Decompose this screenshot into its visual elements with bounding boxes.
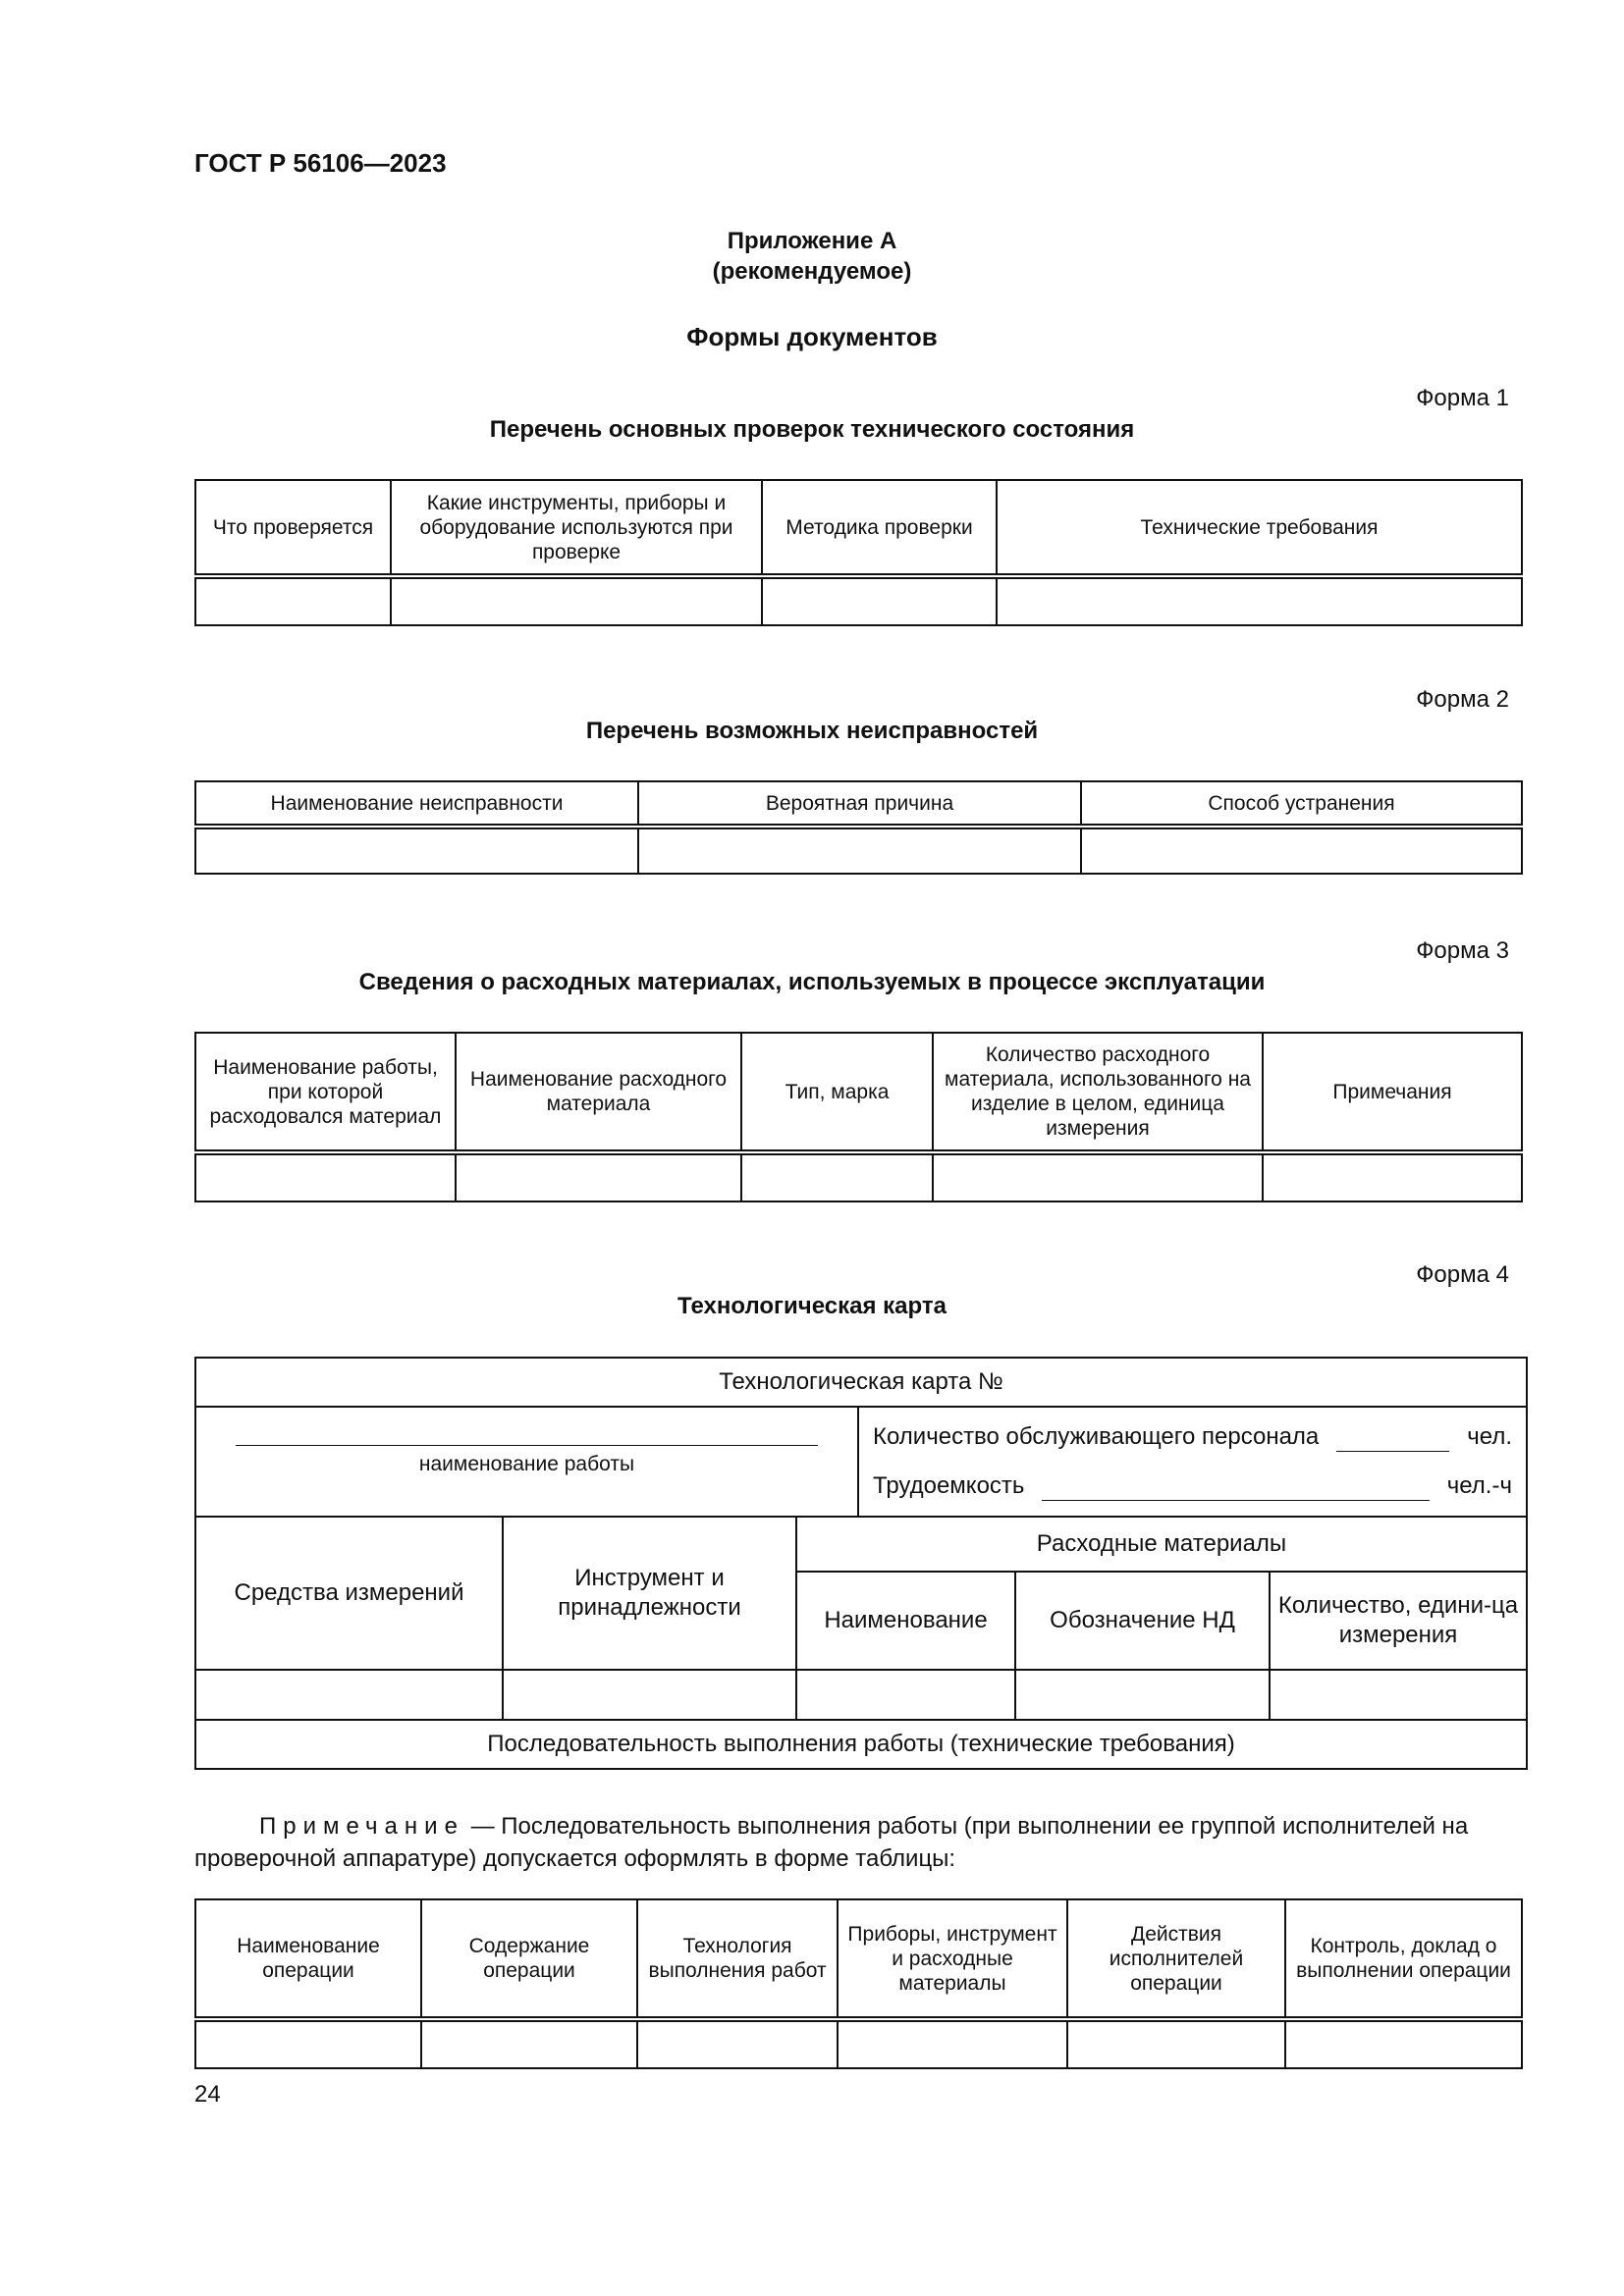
column-header: Что проверяется: [195, 480, 391, 576]
table-row: [195, 1670, 1527, 1720]
table-cell: [195, 827, 638, 874]
table-cell: [391, 576, 762, 625]
column-header: Количество расходного материала, использованного на изделие в целом, единица измерения: [933, 1033, 1263, 1152]
labor-field: [873, 1471, 1512, 1501]
staff-blank: [1336, 1450, 1449, 1452]
form3-label: Форма 3: [1416, 937, 1509, 964]
table-cell: [195, 1670, 503, 1720]
table-row: [195, 1517, 1527, 1572]
column-header: Наименование неисправности: [195, 781, 638, 827]
document-code: ГОСТ Р 56106—2023: [194, 148, 447, 178]
form3-title: Сведения о расходных материалах, используемых в процессе эксплуатации: [358, 969, 1266, 995]
measuring-header: Средства измерений: [195, 1517, 503, 1670]
labor-blank: [1042, 1499, 1430, 1501]
table-cell: [421, 2019, 637, 2068]
tools-header: Инструмент и принадлежности: [503, 1517, 796, 1670]
appendix-title: Приложение А: [727, 228, 897, 254]
table-header-row: [195, 480, 1522, 576]
note-paragraph: [194, 1810, 1510, 1875]
staff-field: [873, 1422, 1512, 1452]
table-cell: [1285, 2019, 1522, 2068]
table-header-row: [195, 1033, 1522, 1152]
table-cell: [1263, 1152, 1522, 1201]
form3-table: [194, 1032, 1523, 1202]
form1-table: [194, 479, 1523, 626]
appendix-heading: Формы документов: [686, 322, 938, 351]
labor-unit: чел.-ч: [1446, 1472, 1512, 1499]
labor-label: Трудоемкость: [873, 1472, 1025, 1499]
column-header: Технология выполнения работ: [637, 1899, 838, 2019]
column-header: Содержание операции: [421, 1899, 637, 2019]
table-cell: [638, 827, 1081, 874]
table-row: [195, 1407, 1527, 1517]
column-header: Примечания: [1263, 1033, 1522, 1152]
table-cell: [838, 2019, 1067, 2068]
table-cell: [762, 576, 997, 625]
table-cell: [1015, 1670, 1270, 1720]
work-name-line: [236, 1445, 818, 1446]
table-row: [195, 1720, 1527, 1769]
table-row: [195, 1152, 1522, 1201]
table-header-row: [195, 1899, 1522, 2019]
form4-title: Технологическая карта: [677, 1293, 947, 1319]
consumables-header: Расходные материалы: [796, 1517, 1527, 1572]
column-header: Технические требования: [997, 480, 1522, 576]
nd-header: Обозначение НД: [1015, 1572, 1270, 1670]
table-row: [195, 827, 1522, 874]
table-cell: [503, 1670, 796, 1720]
work-name-cell: [195, 1407, 858, 1517]
column-header: Способ устранения: [1081, 781, 1522, 827]
table-cell: [1067, 2019, 1285, 2068]
staff-labor-cell: [858, 1407, 1527, 1517]
column-header: Тип, марка: [741, 1033, 933, 1152]
table-cell: [1270, 1670, 1527, 1720]
column-header: Наименование расходного материала: [456, 1033, 741, 1152]
form2-label: Форма 2: [1416, 686, 1509, 713]
table-header-row: [195, 781, 1522, 827]
table-cell: [933, 1152, 1263, 1201]
operations-table: [194, 1898, 1523, 2069]
column-header: Наименование работы, при которой расходовался материал: [195, 1033, 456, 1152]
appendix-subtitle: (рекомендуемое): [712, 258, 912, 285]
column-header: Какие инструменты, приборы и оборудование используются при проверке: [391, 480, 762, 576]
column-header: Контроль, доклад о выполнении операции: [1285, 1899, 1522, 2019]
column-header: Приборы, инструмент и расходные материалы: [838, 1899, 1067, 2019]
work-name-caption: наименование работы: [418, 1452, 635, 1475]
table-cell: [456, 1152, 741, 1201]
table-row: [195, 2019, 1522, 2068]
tech-card-table: [194, 1357, 1528, 1770]
form4-label: Форма 4: [1416, 1261, 1509, 1288]
table-cell: [637, 2019, 838, 2068]
column-header: Методика проверки: [762, 480, 997, 576]
column-header: Наименование операции: [195, 1899, 421, 2019]
table-cell: [195, 2019, 421, 2068]
quantity-header: Количество, едини-ца измерения: [1270, 1572, 1527, 1670]
table-cell: [997, 576, 1522, 625]
table-cell: [796, 1670, 1015, 1720]
note-text: — Последовательность выполнения работы (при выполнении ее группой исполнителей на проверочной аппаратуре) допускается оформлять в форме таблицы:: [194, 1813, 1469, 1872]
form2-table: [194, 780, 1523, 875]
page-number: 24: [194, 2081, 221, 2108]
note-label: Примечание: [259, 1813, 464, 1840]
sequence-header: Последовательность выполнения работы (технические требования): [195, 1720, 1527, 1769]
form1-label: Форма 1: [1416, 385, 1509, 411]
staff-unit: чел.: [1467, 1423, 1512, 1450]
table-cell: [195, 576, 391, 625]
table-cell: [741, 1152, 933, 1201]
column-header: Вероятная причина: [638, 781, 1081, 827]
table-cell: [195, 1152, 456, 1201]
table-row: [195, 576, 1522, 625]
form1-title: Перечень основных проверок технического состояния: [489, 416, 1135, 443]
table-cell: [1081, 827, 1522, 874]
staff-label: Количество обслуживающего персонала: [873, 1423, 1320, 1450]
table-row: [195, 1358, 1527, 1407]
name-header: Наименование: [796, 1572, 1015, 1670]
form2-title: Перечень возможных неисправностей: [585, 718, 1039, 744]
column-header: Действия исполнителей операции: [1067, 1899, 1285, 2019]
card-number: Технологическая карта №: [195, 1358, 1527, 1407]
